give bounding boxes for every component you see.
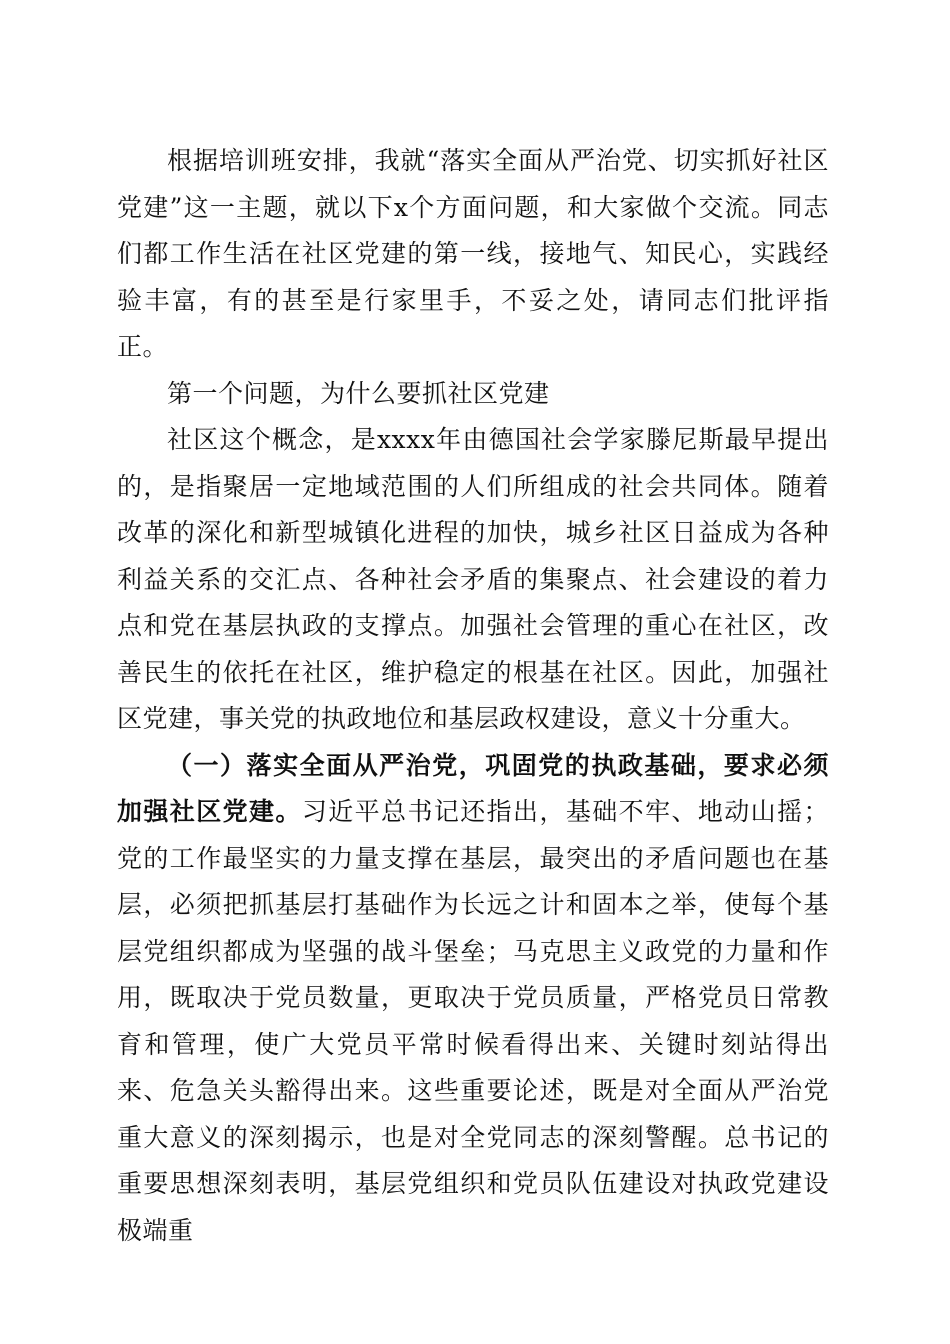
intro-paragraph: 根据培训班安排，我就“落实全面从严治党、切实抓好社区党建”这一主题，就以下x个方面问题，和大家做个交流。同志们都工作生活在社区党建的第一线，接地气、知民心，实践经验丰富，有的甚至是行家里手，不妥之处，请同志们批评指正。 — [117, 146, 829, 361]
document-body — [117, 138, 829, 1254]
community-concept-paragraph: 社区这个概念，是xxxx年由德国社会学家滕尼斯最早提出的，是指聚居一定地域范围的人们所组成的社会共同体。随着改革的深化和新型城镇化进程的加快，城乡社区日益成为各种利益关系的交汇点、各种社会矛盾的集聚点、社会建设的着力点和党在基层执政的支撑点。加强社会管理的重心在社区，改善民生的依托在社区，维护稳定的根基在社区。因此，加强社区党建，事关党的执政地位和基层政权建设，意义十分重大。 — [117, 425, 829, 733]
point-one-title: （一）落实全面从严治党，巩固党的执政基础，要求必须加强社区党建。 — [117, 750, 829, 826]
point-one-body: 习近平总书记还指出，基础不牢、地动山摇；党的工作最坚实的力量支撑在基层，最突出的矛盾问题也在基层，必须把抓基层打基础作为长远之计和固本之举，使每个基层党组织都成为坚强的战斗堡垒；马克思主义政党的力量和作用，既取决于党员数量，更取决于党员质量，严格党员日常教育和管理，使广大党员平常时候看得出来、关键时刻站得出来、危急关头豁得出来。这些重要论述，既是对全面从严治党重大意义的深刻揭示，也是对全党同志的深刻警醒。总书记的重要思想深刻表明，基层党组织和党员队伍建设对执政党建设极端重 — [117, 797, 829, 1245]
point-one-paragraph — [117, 743, 829, 1255]
section-heading: 第一个问题，为什么要抓社区党建 — [167, 378, 550, 408]
